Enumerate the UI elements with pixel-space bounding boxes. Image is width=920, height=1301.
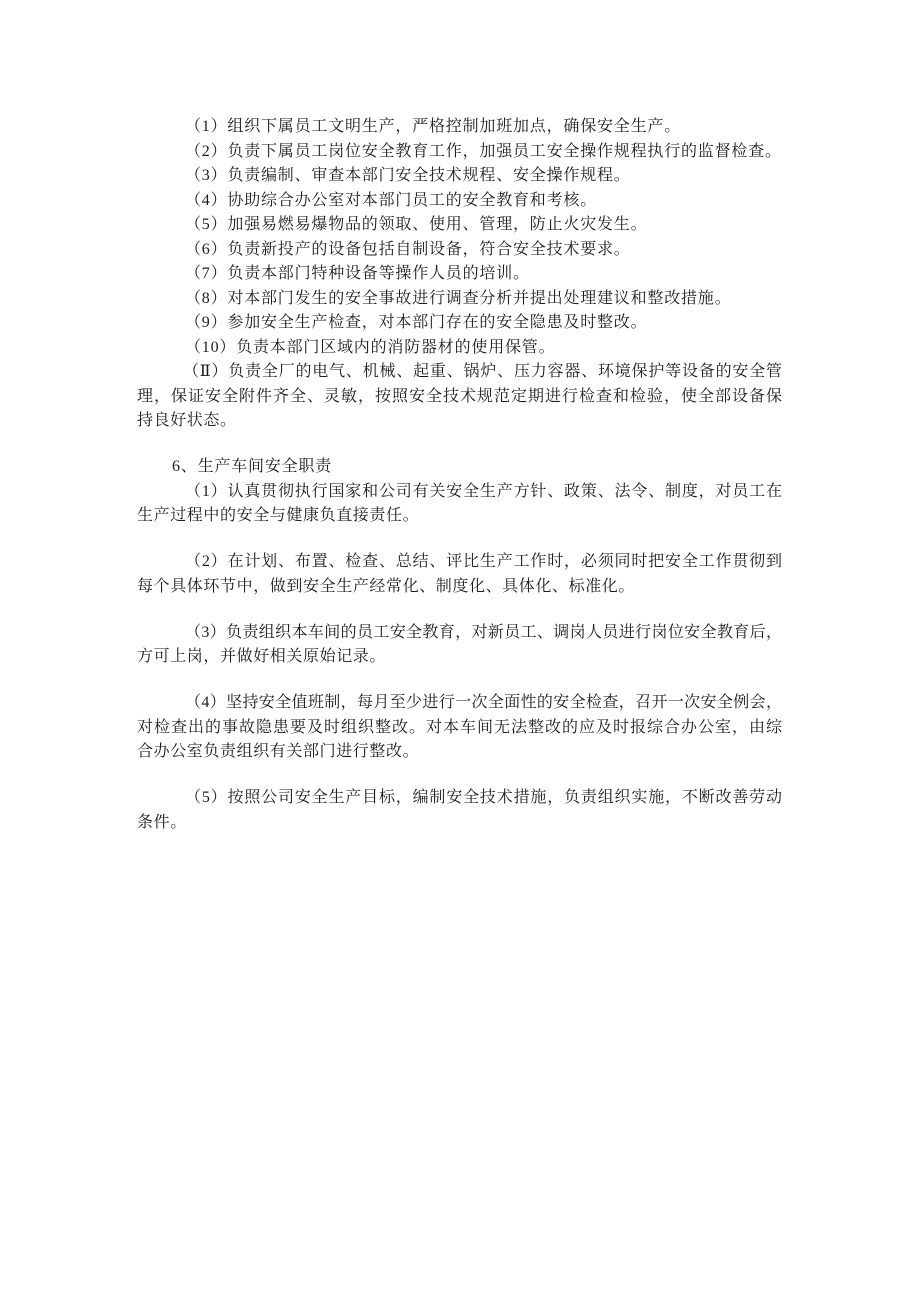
paragraph-line: 条件。 bbox=[137, 813, 187, 831]
section-heading: 6、生产车间安全职责 bbox=[172, 458, 333, 475]
document-body bbox=[137, 115, 782, 857]
department-duty-item: （10）负责本部门区域内的消防器材的使用保管。 bbox=[185, 338, 556, 356]
paragraph-line: （4）坚持安全值班制，每月至少进行一次全面性的安全检查，召开一次安全例会， bbox=[185, 694, 782, 711]
paragraph-line: 生产过程中的安全与健康负直接责任。 bbox=[137, 507, 420, 524]
department-duty-item: （9）参加安全生产检查，对本部门存在的安全隐患及时整改。 bbox=[185, 314, 648, 331]
department-duty-item: （8）对本部门发生的安全事故进行调查分析并提出处理建议和整改措施。 bbox=[185, 289, 732, 307]
department-duty-item: （5）加强易燃易爆物品的领取、使用、管理，防止火灾发生。 bbox=[185, 216, 648, 233]
workshop-duty-item bbox=[137, 550, 782, 599]
paragraph-line: 方可上岗，并做好相关原始记录。 bbox=[137, 648, 387, 665]
paragraph-line: （3）负责组织本车间的员工安全教育，对新员工、调岗人员进行岗位安全教育后， bbox=[185, 623, 782, 641]
workshop-duty-item bbox=[137, 786, 782, 835]
equipment-duty-paragraph bbox=[137, 360, 782, 434]
paragraph-line: 合办公室负责组织有关部门进行整改。 bbox=[137, 743, 420, 760]
department-duty-item: （6）负责新投产的设备包括自制设备，符合安全技术要求。 bbox=[185, 240, 631, 258]
paragraph-line: 每个具体环节中，做到安全生产经常化、制度化、具体化、标准化。 bbox=[137, 577, 636, 595]
paragraph-line: 理，保证安全附件齐全、灵敏，按照安全技术规范定期进行检查和检验，使全部设备保 bbox=[137, 387, 782, 405]
department-duty-item: （3）负责编制、审查本部门安全技术规程、安全操作规程。 bbox=[185, 167, 631, 184]
paragraph-line: （2）在计划、布置、检查、总结、评比生产工作时，必须同时把安全工作贯彻到 bbox=[185, 553, 782, 570]
paragraph-line: （5）按照公司安全生产目标，编制安全技术措施，负责组织实施，不断改善劳动 bbox=[185, 789, 782, 806]
department-duty-item: （7）负责本部门特种设备等操作人员的培训。 bbox=[185, 265, 530, 282]
department-duty-item: （1）组织下属员工文明生产，严格控制加班加点，确保安全生产。 bbox=[185, 118, 682, 135]
paragraph-line: 对检查出的事故隐患要及时组织整改。对本车间无法整改的应及时报综合办公室，由综 bbox=[137, 718, 782, 736]
workshop-duty-item bbox=[137, 691, 782, 765]
department-duties-list bbox=[137, 115, 782, 360]
department-duty-item: （2）负责下属员工岗位安全教育工作，加强员工安全操作规程执行的监督检查。 bbox=[185, 142, 782, 160]
paragraph-line: （Ⅱ）负责全厂的电气、机械、起重、锅炉、压力容器、环境保护等设备的安全管 bbox=[183, 363, 782, 380]
workshop-duty-item bbox=[137, 621, 782, 670]
workshop-duties-list bbox=[137, 480, 782, 836]
department-duty-item: （4）协助综合办公室对本部门员工的安全教育和考核。 bbox=[185, 191, 598, 209]
paragraph-line: 持良好状态。 bbox=[137, 412, 237, 429]
workshop-duty-item bbox=[137, 480, 782, 529]
paragraph-line: （1）认真贯彻执行国家和公司有关安全生产方针、政策、法令、制度，对员工在 bbox=[185, 482, 782, 500]
